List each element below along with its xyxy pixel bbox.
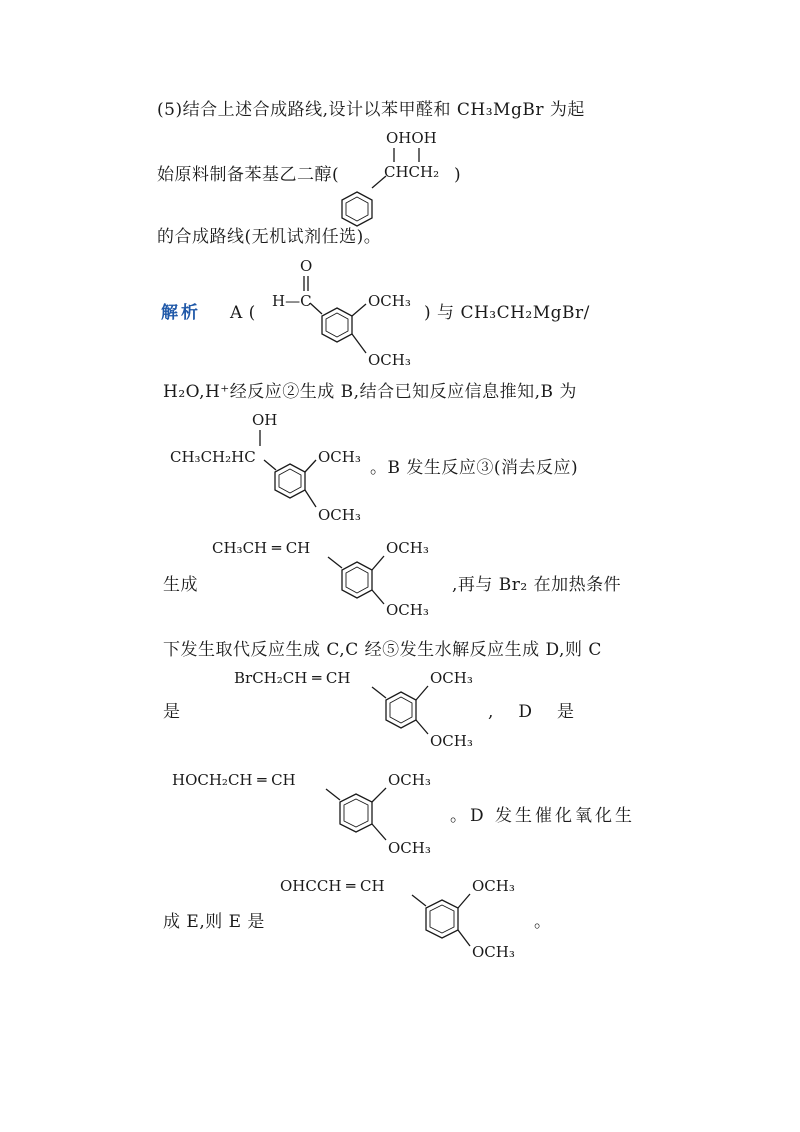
glycol-chain-label: CHCH₂ <box>384 163 440 181</box>
question-5-line-2a: 始原料制备苯基乙二醇( <box>157 165 340 185</box>
structure-d-och3-meta: OCH₃ <box>388 771 431 789</box>
structure-a-och3-meta: OCH₃ <box>368 292 411 310</box>
structure-d-och3-para: OCH₃ <box>388 839 431 857</box>
structure-alkene-och3-meta: OCH₃ <box>386 539 429 557</box>
analysis-d-is: , D 是 <box>488 702 579 722</box>
structure-a-och3-para: OCH₃ <box>368 351 411 369</box>
structure-e-och3-meta: OCH₃ <box>472 877 515 895</box>
structure-c-chain: BrCH₂CH ═ CH <box>234 669 351 687</box>
structure-e-och3-para: OCH₃ <box>472 943 515 961</box>
structure-b-och3-meta: OCH₃ <box>318 448 361 466</box>
structure-b-chain: CH₃CH₂HC <box>170 448 256 466</box>
analysis-a-suffix: ) 与 CH₃CH₂MgBr/ <box>424 303 590 323</box>
analysis-label: 解析 <box>161 303 201 323</box>
analysis-line-2: H₂O,H⁺经反应②生成 B,结合已知反应信息推知,B 为 <box>163 382 577 402</box>
analysis-b-suffix: 。B 发生反应③(消去反应) <box>370 458 579 478</box>
glycol-oh-label: OHOH <box>386 129 437 147</box>
question-5-line-2b: ) <box>454 165 462 185</box>
structure-c-och3-para: OCH₃ <box>430 732 473 750</box>
structure-alkene-och3-para: OCH₃ <box>386 601 429 619</box>
analysis-e-prefix: 成 E,则 E 是 <box>163 912 265 932</box>
analysis-gen-suffix: ,再与 Br₂ 在加热条件 <box>452 575 622 595</box>
analysis-gen-label: 生成 <box>163 575 198 595</box>
analysis-line-c: 下发生取代反应生成 C,C 经⑤发生水解反应生成 D,则 C <box>163 640 602 660</box>
structure-c-och3-meta: OCH₃ <box>430 669 473 687</box>
analysis-e-suffix: 。 <box>534 912 552 932</box>
question-5-line-3: 的合成路线(无机试剂任选)。 <box>157 227 382 247</box>
structure-alkene-chain: CH₃CH ═ CH <box>212 539 311 557</box>
question-5-line-1: (5)结合上述合成路线,设计以苯甲醛和 CH₃MgBr 为起 <box>157 100 585 120</box>
structure-b-hydroxyl: OH <box>252 411 278 429</box>
analysis-a-prefix: A ( <box>230 303 256 323</box>
structure-e-chain: OHCCH ═ CH <box>280 877 385 895</box>
analysis-c-is: 是 <box>163 702 181 722</box>
structure-a-aldehyde: H—C <box>272 292 312 310</box>
structure-a-oxygen: O <box>300 257 313 275</box>
structure-d-chain: HOCH₂CH ═ CH <box>172 771 296 789</box>
analysis-d-suffix: 。D 发生催化氧化生 <box>450 806 636 826</box>
structure-b-och3-para: OCH₃ <box>318 506 361 524</box>
